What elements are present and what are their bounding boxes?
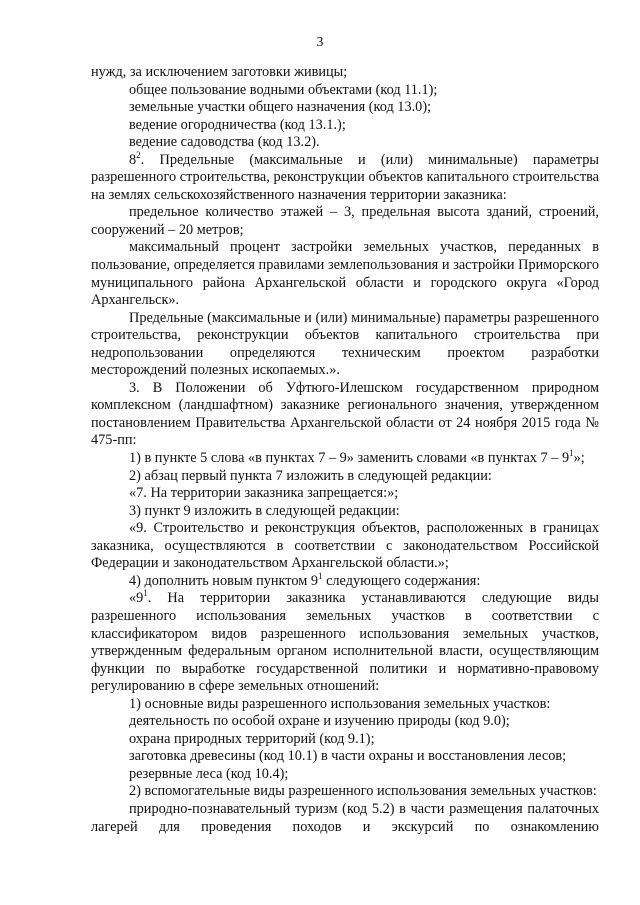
paragraph-text: «9. Строительство и реконструкция объектов, расположенных в границах заказника, осуществляются в соответствии с законодательством Российской Федерации и законодательством Архангельской области.»; [91,520,599,572]
paragraph [91,239,599,309]
paragraph [91,731,599,749]
paragraph [91,117,599,135]
paragraph [91,204,599,239]
paragraph-text: максимальный процент застройки земельных участков, переданных в пользование, определяется правилами землепользования и застройки Приморского муниципального района Архангельской области и городского округа «Город Архангельск». [91,239,599,309]
paragraph [91,310,599,380]
paragraph-text: ведение садоводства (код 13.2). [129,134,320,151]
paragraph-prefix: «9 [129,590,144,607]
superscript: 2 [136,149,141,160]
paragraph [91,134,599,152]
paragraph [91,801,599,836]
paragraph-text: 2) абзац первый пункта 7 изложить в следующей редакции: [129,467,492,484]
superscript: 1 [569,448,574,459]
paragraph-text: охрана природных территорий (код 9.1); [129,730,375,747]
paragraph [91,380,599,450]
superscript: 1 [318,571,323,582]
superscript: 1 [143,588,148,599]
paragraph-text: деятельность по особой охране и изучению природы (код 9.0); [129,713,510,730]
paragraph-text: 4) дополнить новым пунктом 9 [129,572,318,589]
paragraph [91,783,599,801]
paragraph-suffix: следующего содержания: [322,572,481,589]
paragraph [91,450,599,468]
paragraph-text: 1) в пункте 5 слова «в пунктах 7 – 9» заменить словами «в пунктах 7 – 9 [129,450,570,467]
paragraph-text: резервные леса (код 10.4); [129,765,289,782]
paragraph-text: нужд, за исключением заготовки живицы; [91,64,348,80]
paragraph [91,485,599,503]
paragraph-suffix: »; [573,450,585,467]
paragraph [91,590,599,695]
paragraph [91,573,599,591]
paragraph-text: Предельные (максимальные и (или) минимальные) параметры разрешенного строительства, реконструкции объектов капитального строительства при недропользовании определяются техническим проектом разработки месторождений полезных ископаемых.». [91,309,599,379]
paragraph [91,748,599,766]
paragraph-text: предельное количество этажей – 3, предельная высота зданий, строений, сооружений – 20 метров; [91,204,599,238]
paragraph [91,82,599,100]
document-body [91,64,599,836]
paragraph [91,99,599,117]
paragraph [91,766,599,784]
paragraph [91,64,599,82]
paragraph-text: 3) пункт 9 изложить в следующей редакции: [129,502,400,519]
paragraph-text: . Предельные (максимальные и (или) минимальные) параметры разрешенного строительства, реконструкции объектов капитального строительства на землях сельскохозяйственного назначения территории заказника: [91,151,599,203]
paragraph-text: заготовка древесины (код 10.1) в части охраны и восстановления лесов; [129,748,567,765]
paragraph [91,713,599,731]
paragraph [91,696,599,714]
paragraph [91,149,599,205]
paragraph [91,520,599,573]
paragraph-text: . На территории заказника устанавливаются следующие виды разрешенного использования земельных участков в соответствии с классификатором видов разрешенного использования земельных участков, утвержденным федеральным органом исполнительной власти, осуществляющим функции по выработке государственной политики и нормативно-правовому регулированию в сфере земельных отношений: [91,590,599,695]
paragraph-text: общее пользование водными объектами (код 11.1); [129,81,438,98]
paragraph-prefix: 8 [129,151,137,168]
paragraph-text: «7. На территории заказника запрещается:»; [129,485,399,502]
paragraph [91,503,599,521]
paragraph-text: 2) вспомогательные виды разрешенного использования земельных участков: [129,783,597,800]
paragraph-text: 3. В Положении об Уфтюго-Илешском государственном природном комплексном (ландшафтном) заказнике регионального значения, утвержденном постановлением Правительства Архангельской области от 24 ноября 2015 года № 475-пп: [91,379,599,449]
paragraph-text: 1) основные виды разрешенного использования земельных участков: [129,695,551,712]
paragraph [91,468,599,486]
paragraph-text: ведение огородничества (код 13.1.); [129,116,346,133]
paragraph-text: земельные участки общего назначения (код 13.0); [129,99,432,116]
page-number: 3 [316,34,324,49]
paragraph-text: природно-познавательный туризм (код 5.2) в части размещения палаточных лагерей для проведения походов и экскурсий по ознакомлению [91,800,599,835]
